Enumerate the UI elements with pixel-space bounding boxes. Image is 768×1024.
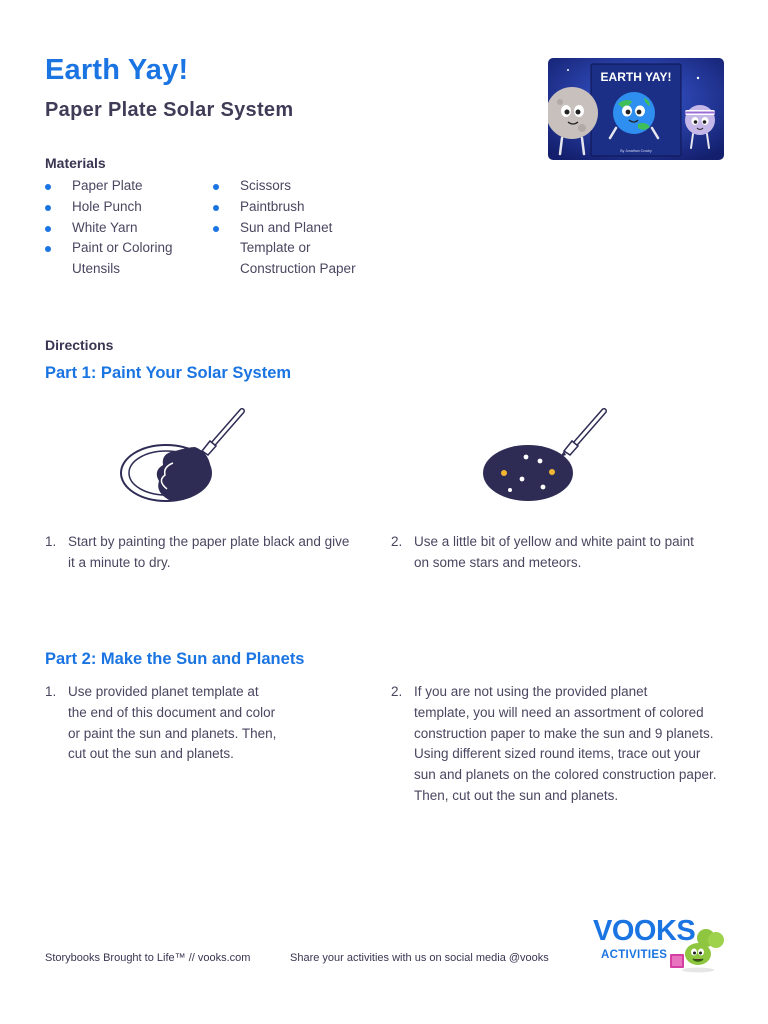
painted-plate-icon: [480, 405, 612, 505]
step-text: Use a little bit of yellow and white paint to paint on some stars and meteors.: [414, 534, 694, 570]
directions-heading: Directions: [45, 337, 114, 353]
bullet-icon: [213, 226, 219, 232]
part1-step-1: [45, 532, 365, 576]
bullet-icon: [45, 184, 51, 190]
part2-heading: Part 2: Make the Sun and Planets: [45, 650, 305, 668]
list-item: White Yarn: [45, 218, 205, 239]
step-text: Start by painting the paper plate black and give it a minute to dry.: [68, 534, 350, 570]
bullet-icon: [213, 205, 219, 211]
step-text: Use provided planet template at the end of this document and color or paint the sun and planets. Then, cut out the sun and planets.: [68, 684, 277, 762]
step-text: If you are not using the provided planet template, you will need an assortment of colored construction paper to make the sun and 9 planets. Using different sized round items, trace out your sun and planets on the colored construction paper. Then, cut out the sun and planets.: [414, 684, 717, 803]
paintbrush-icon: [198, 411, 242, 457]
part2-step-1: [45, 682, 305, 772]
logo-sub: ACTIVITIES: [601, 949, 668, 961]
bullet-icon: [213, 184, 219, 190]
page-title: Earth Yay!: [45, 54, 189, 86]
step-number: 1.: [45, 684, 57, 699]
book-cover-image: [548, 58, 724, 160]
list-item: Hole Punch: [45, 197, 205, 218]
paper-plate-icon: [118, 405, 250, 505]
step-number: 2.: [391, 684, 403, 699]
cover-byline: By Jonathan Crosby: [620, 149, 652, 153]
list-item: Paint or Coloring Utensils: [45, 238, 205, 280]
bullet-icon: [45, 226, 51, 232]
list-item: Sun and Planet Template or Construction Paper: [213, 218, 393, 280]
materials-list-col1: [45, 176, 205, 280]
vooks-activities-logo: [590, 910, 730, 980]
list-item: Paper Plate: [45, 176, 205, 197]
list-item: Paintbrush: [213, 197, 393, 218]
part2-step-2: [391, 682, 746, 812]
footer-right-text: Share your activities with us on social media @vooks: [290, 952, 549, 964]
cover-title: EARTH YAY!: [600, 70, 672, 84]
step-number: 2.: [391, 534, 403, 549]
bullet-icon: [45, 205, 51, 211]
footer-left-text: Storybooks Brought to Life™ // vooks.com: [45, 952, 251, 964]
list-item: Scissors: [213, 176, 393, 197]
paintbrush-icon: [560, 411, 604, 457]
materials-list-col2: [213, 176, 393, 280]
part1-heading: Part 1: Paint Your Solar System: [45, 364, 292, 382]
part1-step-2: [391, 532, 731, 576]
logo-word: VOOKS: [593, 915, 696, 947]
page-subtitle: Paper Plate Solar System: [45, 99, 294, 121]
step-number: 1.: [45, 534, 57, 549]
bullet-icon: [45, 246, 51, 252]
materials-heading: Materials: [45, 155, 106, 171]
